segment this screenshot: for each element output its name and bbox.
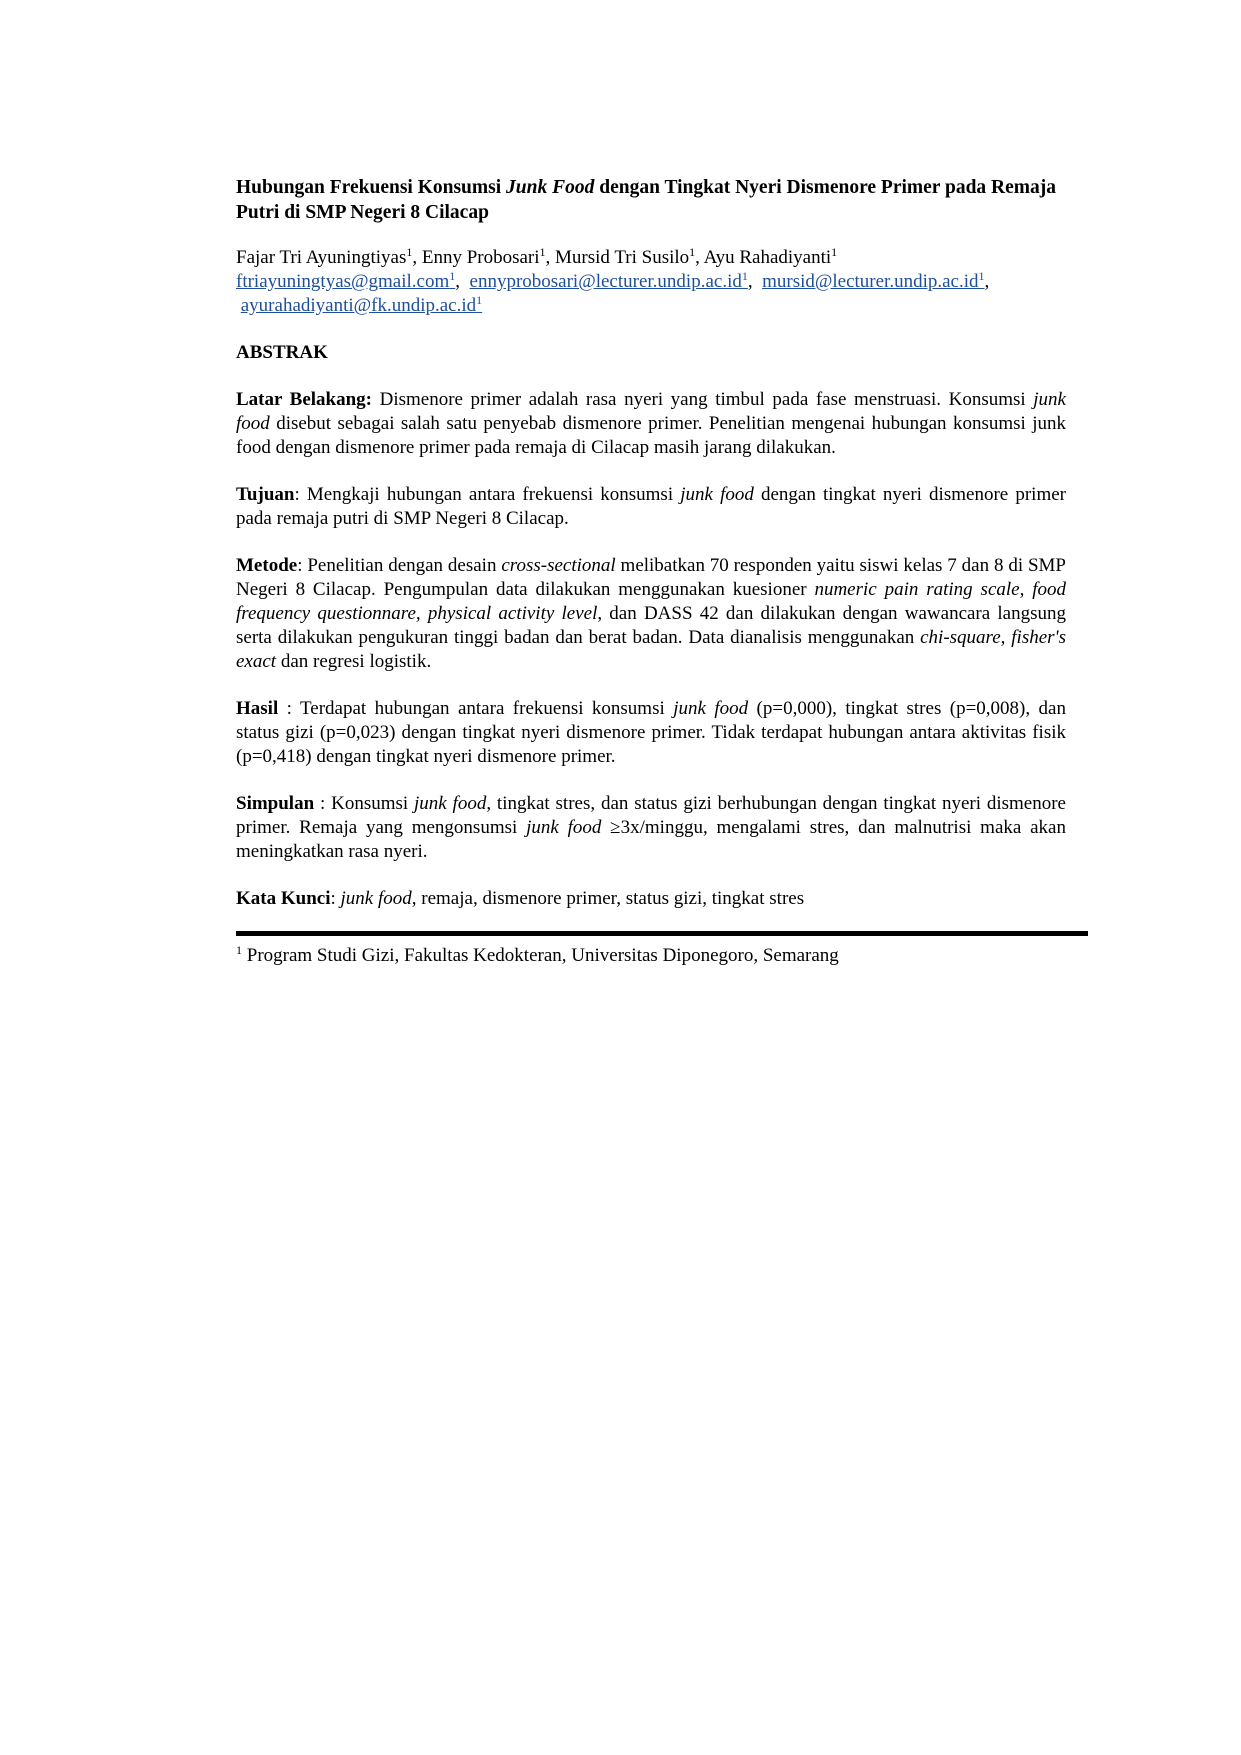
abstract-keywords: Kata Kunci: junk food, remaja, dismenore primer, status gizi, tingkat stres xyxy=(236,888,805,909)
section-label: Simpulan xyxy=(236,793,315,814)
author-list: Fajar Tri Ayuningtiyas$^1$, Enny Probosari$^1$, Mursid Tri Susilo$^1$, Ayu Rahadiyanti$^1$ xyxy=(236,245,838,268)
abstract-conclusion: Simpulan : Konsumsi junk food, tingkat stres, dan status gizi berhubungan dengan tingkat nyeri dismenore primer. Remaja yang mengonsumsi junk food ≥3x/minggu, mengalami stres, dan malnutrisi maka akan meningkatkan rasa nyeri. xyxy=(236,793,1066,862)
author-name: Fajar Tri Ayuningtiyas xyxy=(236,247,407,268)
abstract-background: Latar Belakang: Dismenore primer adalah rasa nyeri yang timbul pada fase menstruasi. Konsumsi junk food disebut sebagai salah satu penyebab dismenore primer. Penelitian mengenai hubungan konsumsi junk food dengan dismenore primer pada remaja di Cilacap masih jarang dilakukan. xyxy=(236,389,1066,458)
section-label: Hasil xyxy=(236,698,279,719)
title-text-2: dengan Tingkat Nyeri Dismenore Primer pada Remaja Putri di SMP Negeri 8 Cilacap xyxy=(236,177,1057,223)
author-name: Ayu Rahadiyanti xyxy=(703,247,832,268)
section-label: Kata Kunci xyxy=(236,888,331,909)
author-affiliation-marker: 1 xyxy=(406,245,413,259)
email-link[interactable]: $mursid@lecturer.undip.ac.id^1$ xyxy=(762,269,985,292)
email-link[interactable]: $ayurahadiyanti@fk.undip.ac.id^1$ xyxy=(240,293,483,316)
abstract-objective: Tujuan: Mengkaji hubungan antara frekuensi konsumsi junk food dengan tingkat nyeri dismenore primer pada remaja putri di SMP Negeri 8 Cilacap. xyxy=(236,484,1066,529)
horizontal-rule xyxy=(236,931,1088,936)
abstract-results: Hasil : Terdapat hubungan antara frekuensi konsumsi junk food (p=0,000), tingkat stres (p=0,008), dan status gizi (p=0,023) dengan tingkat nyeri dismenore primer. Tidak terdapat hubungan antara aktivitas fisik (p=0,418) dengan tingkat nyeri dismenore primer. xyxy=(236,698,1066,767)
paper-title xyxy=(236,175,1066,225)
footnote-marker: 1 xyxy=(236,943,242,957)
author-name: Enny Probosari xyxy=(421,247,540,268)
author-affiliation-marker: 1 xyxy=(831,245,838,259)
email-link[interactable]: ftriayuningtyas@gmail.com$^1$ xyxy=(236,269,456,292)
author-affiliation-marker: 1 xyxy=(689,245,696,259)
section-label: Tujuan xyxy=(236,484,295,505)
title-italic: Junk Food xyxy=(506,177,595,198)
email-list: ftriayuningtyas@gmail.com$^1$, $ennyprobosari@lecturer.undip.ac.id^1$, $mursid@lecturer.undip.ac.id^1$, $ayurahadiyanti@fk.undip.ac.id^1$ xyxy=(236,269,990,316)
section-label: Metode xyxy=(236,555,298,576)
paper-page xyxy=(236,175,1066,968)
title-text-1: Hubungan Frekuensi Konsumsi xyxy=(236,177,507,198)
affiliation-footnote xyxy=(236,944,1066,968)
footnote-text: Program Studi Gizi, Fakultas Kedokteran, Universitas Diponegoro, Semarang xyxy=(242,945,839,966)
email-link[interactable]: $ennyprobosari@lecturer.undip.ac.id^1$ xyxy=(469,269,748,292)
author-affiliation-marker: 1 xyxy=(539,245,546,259)
abstract-heading: ABSTRAK xyxy=(236,342,328,363)
author-name: Mursid Tri Susilo xyxy=(555,247,690,268)
section-label: Latar Belakang: xyxy=(236,389,373,410)
abstract-method: Metode: Penelitian dengan desain cross-sectional melibatkan 70 responden yaitu siswi kelas 7 dan 8 di SMP Negeri 8 Cilacap. Pengumpulan data dilakukan menggunakan kuesioner numeric pain rating scale, food frequency questionnare, physical activity level, dan DASS 42 dan dilakukan dengan wawancara langsung serta dilakukan pengukuran tinggi badan dan berat badan. Data dianalisis menggunakan chi-square, fisher's exact dan regresi logistik. xyxy=(236,555,1067,672)
